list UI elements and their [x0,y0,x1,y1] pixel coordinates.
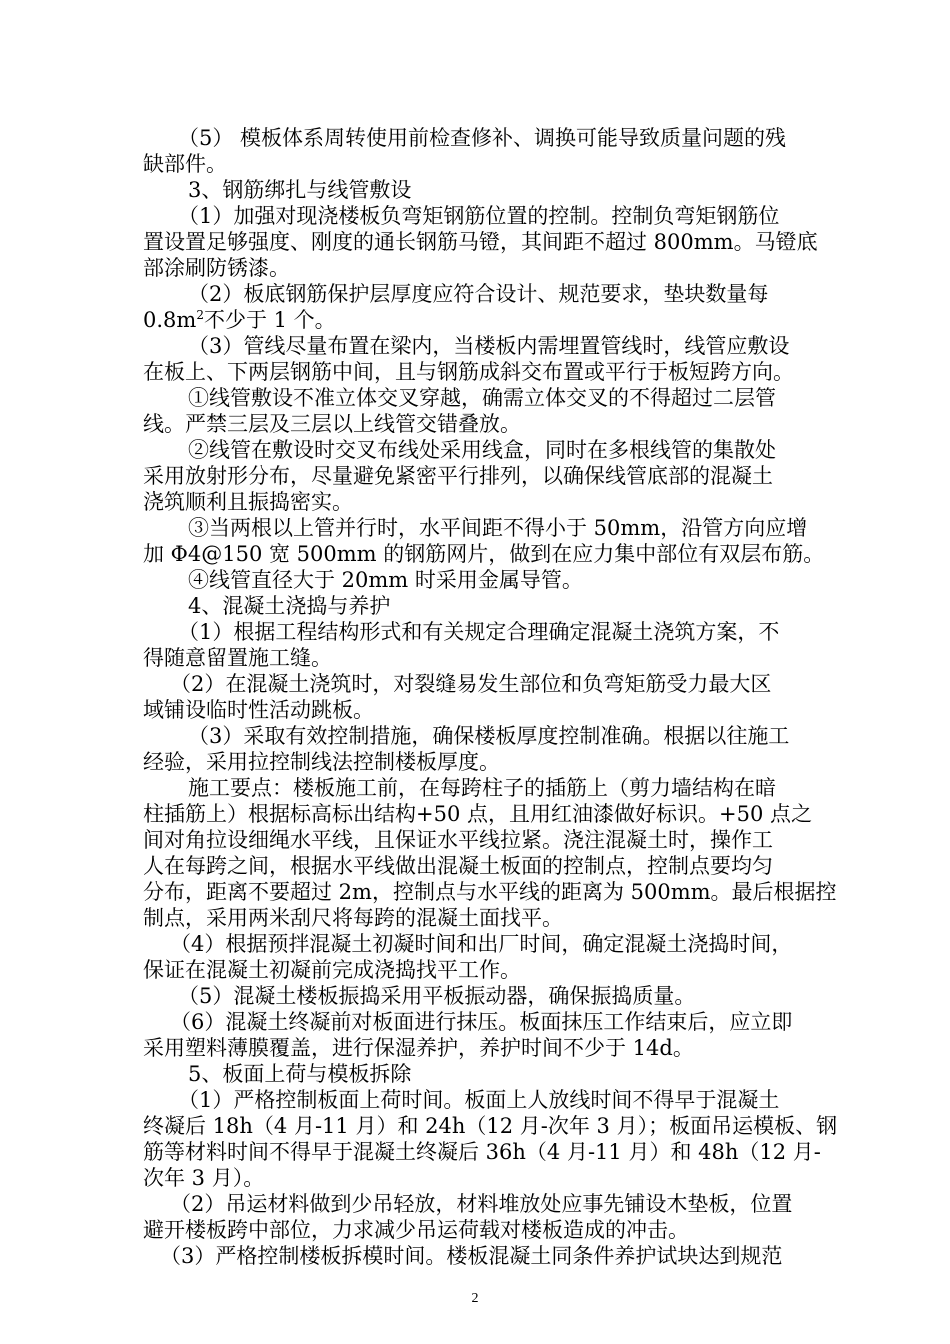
section-heading: 4、混凝土浇捣与养护 [188,594,391,618]
text-line: 得随意留置施工缝。 [143,646,332,670]
text-line: ④线管直径大于 20mm 时采用金属导管。 [188,568,583,592]
text-line: 间对角拉设细绳水平线，且保证水平线拉紧。浇注混凝土时，操作工 [143,828,773,852]
text-line: 终凝后 18h（4 月-11 月）和 24h（12 月-次年 3 月）；板面吊运模板、钢 [143,1114,838,1138]
text-line: （5）混凝土楼板振捣采用平板振动器，确保振捣质量。 [178,984,696,1008]
text-line: 筋等材料时间不得早于混凝土终凝后 36h（4 月-11 月）和 48h（12 月- [143,1140,821,1164]
text-line: 采用塑料薄膜覆盖，进行保湿养护，养护时间不少于 14d。 [143,1036,694,1060]
text-line: 浇筑顺利且振捣密实。 [143,490,353,514]
text-line: （2）吊运材料做到少吊轻放，材料堆放处应事先铺设木垫板，位置 [170,1192,793,1216]
text-line: 缺部件。 [143,152,227,176]
text-line: 人在每跨之间，根据水平线做出混凝土板面的控制点，控制点要均匀 [143,854,773,878]
text-span: 不少于 1 个。 [203,308,336,332]
text-line: 线。严禁三层及三层以上线管交错叠放。 [143,412,521,436]
text-line: 避开楼板跨中部位，力求减少吊运荷载对楼板造成的冲击。 [143,1218,689,1242]
text-line: 加 Φ4@150 宽 500mm 的钢筋网片，做到在应力集中部位有双层布筋。 [143,542,825,566]
text-line: ②线管在敷设时交叉布线处采用线盒，同时在多根线管的集散处 [188,438,776,462]
section-heading: 3、钢筋绑扎与线管敷设 [188,178,412,202]
text-line: （1）根据工程结构形式和有关规定合理确定混凝土浇筑方案，不 [178,620,780,644]
text-line: （5） 模板体系周转使用前检查修补、调换可能导致质量问题的残 [178,126,787,150]
text-line: （1）加强对现浇楼板负弯矩钢筋位置的控制。控制负弯矩钢筋位 [178,204,780,228]
text-line: 施工要点：楼板施工前，在每跨柱子的插筋上（剪力墙结构在暗 [188,776,776,800]
text-line: （3）管线尽量布置在梁内，当楼板内需埋置管线时，线管应敷设 [188,334,790,358]
text-span: 0.8m [143,308,197,332]
text-line: 部涂刷防锈漆。 [143,256,290,280]
text-line [143,307,336,333]
superscript: 2 [196,308,204,322]
text-line: 保证在混凝土初凝前完成浇捣找平工作。 [143,958,521,982]
text-line: 域铺设临时性活动跳板。 [143,698,374,722]
text-line: （6）混凝土终凝前对板面进行抹压。板面抹压工作结束后，应立即 [170,1010,793,1034]
section-heading: 5、板面上荷与模板拆除 [188,1062,412,1086]
text-line: 柱插筋上）根据标高标出结构+50 点，且用红油漆做好标识。+50 点之 [143,802,812,826]
text-line: （3）严格控制楼板拆模时间。楼板混凝土同条件养护试块达到规范 [160,1244,783,1268]
text-line: （1）严格控制板面上荷时间。板面上人放线时间不得早于混凝土 [178,1088,780,1112]
text-line: 采用放射形分布，尽量避免紧密平行排列，以确保线管底部的混凝土 [143,464,773,488]
text-line: ③当两根以上管并行时，水平间距不得小于 50mm，沿管方向应增 [188,516,808,540]
text-line: 经验，采用拉控制线法控制楼板厚度。 [143,750,500,774]
text-line: 制点，采用两米刮尺将每跨的混凝土面找平。 [143,906,563,930]
text-line: （2）在混凝土浇筑时，对裂缝易发生部位和负弯矩筋受力最大区 [170,672,772,696]
text-line: 在板上、下两层钢筋中间，且与钢筋成斜交布置或平行于板短跨方向。 [143,360,794,384]
text-line: （3）采取有效控制措施，确保楼板厚度控制准确。根据以往施工 [188,724,790,748]
text-line: 分布，距离不要超过 2m，控制点与水平线的距离为 500mm。最后根据控 [143,880,837,904]
text-line: （4）根据预拌混凝土初凝时间和出厂时间，确定混凝土浇捣时间， [170,932,793,956]
text-line: 次年 3 月）。 [143,1166,265,1190]
page-number: 2 [471,1291,479,1306]
text-line: ①线管敷设不准立体交叉穿越，确需立体交叉的不得超过二层管 [188,386,776,410]
text-line: （2）板底钢筋保护层厚度应符合设计、规范要求，垫块数量每 [188,282,769,306]
text-line: 置设置足够强度、刚度的通长钢筋马镫，其间距不超过 800mm。马镫底 [143,230,818,254]
